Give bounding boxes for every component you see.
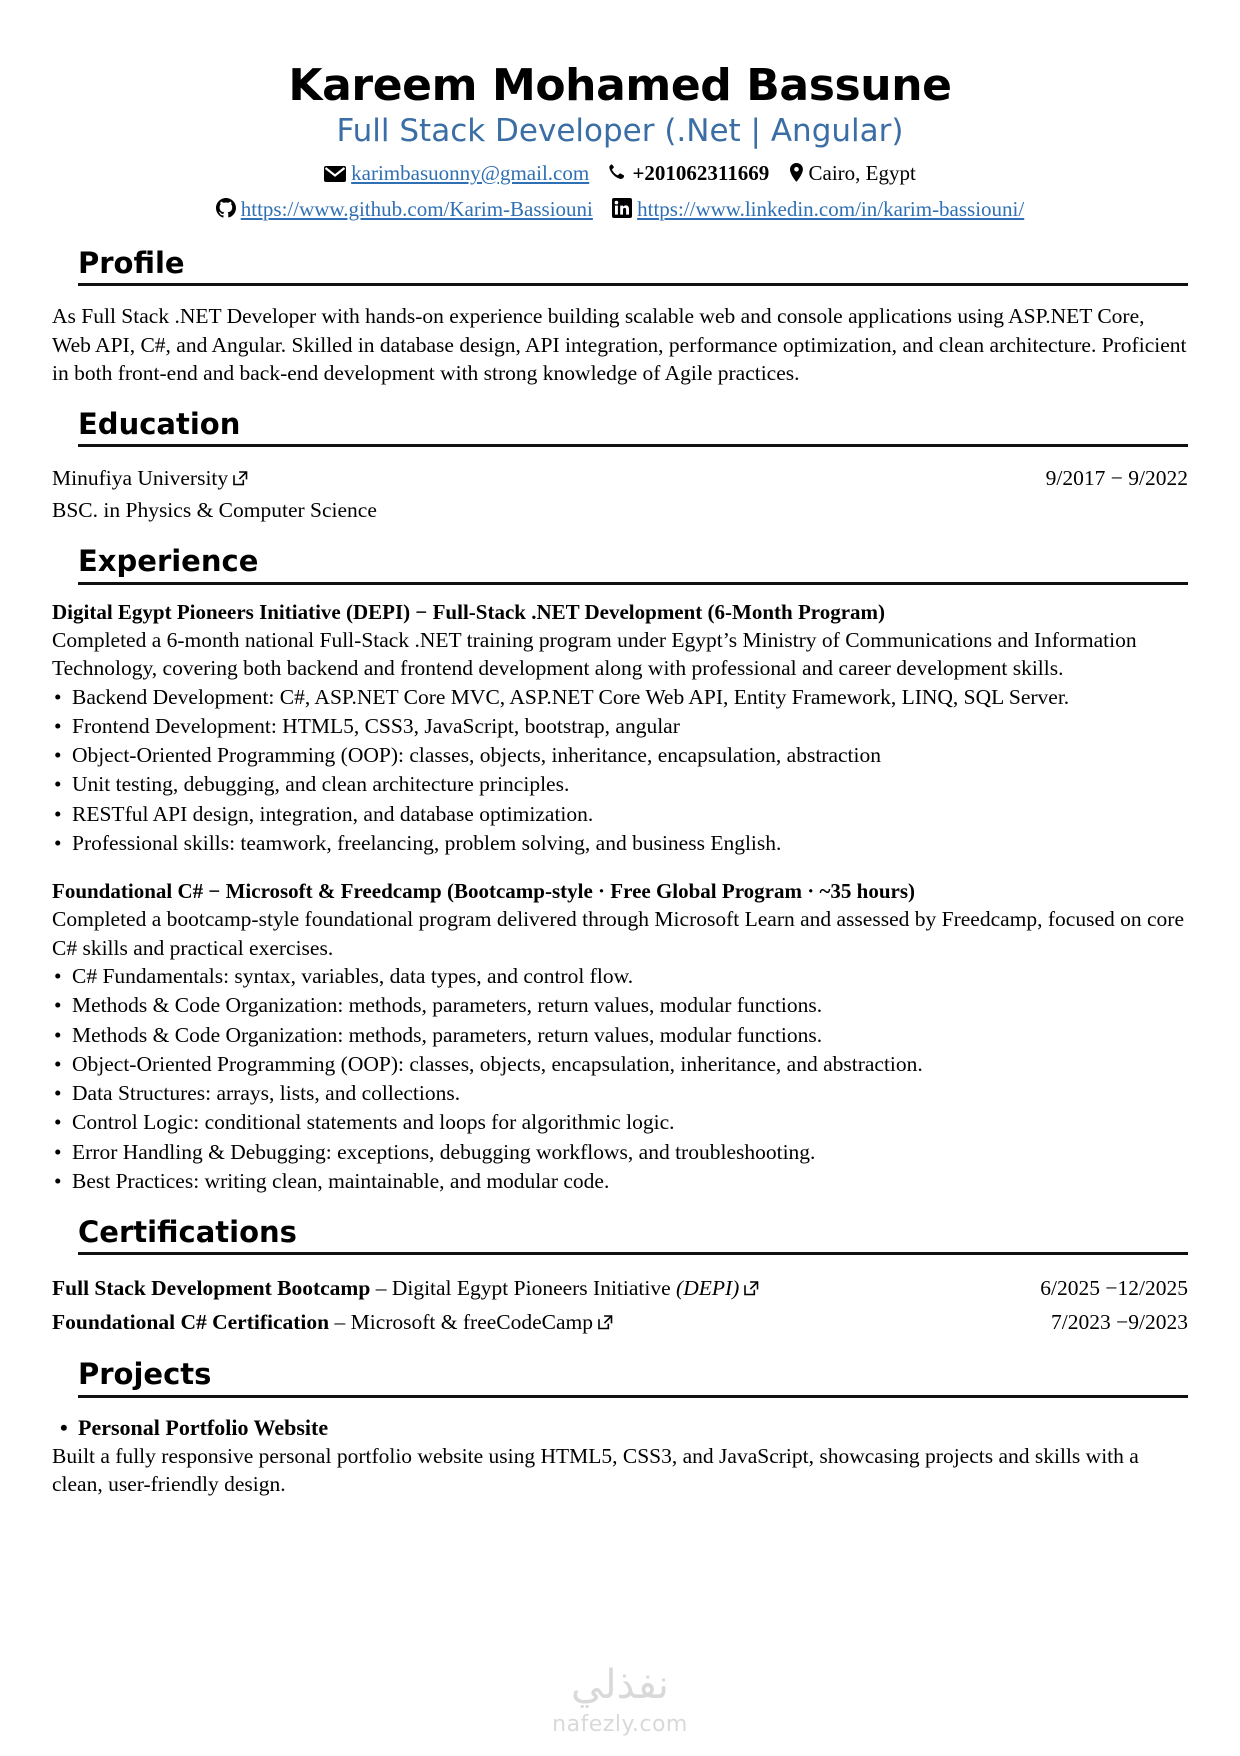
candidate-name: Kareem Mohamed Bassune	[288, 60, 952, 111]
external-link-icon[interactable]	[233, 464, 248, 495]
section-rule-education	[78, 444, 1188, 447]
watermark	[0, 1662, 1240, 1737]
list-item: • Frontend Development: HTML5, CSS3, JavaScript, bootstrap, angular	[52, 712, 1188, 741]
external-link-icon[interactable]	[744, 1274, 759, 1305]
certification-row	[52, 1307, 1188, 1339]
list-item: • Unit testing, debugging, and clean architecture principles.	[52, 770, 1188, 799]
section-certifications	[52, 1214, 1188, 1338]
experience-entry-title: Digital Egypt Pioneers Initiative (DEPI) − Full-Stack .NET Development (6-Month Program)	[52, 599, 886, 624]
linkedin-link[interactable]: https://www.linkedin.com/in/karim-bassiouni/	[637, 196, 1025, 221]
contact-location	[789, 158, 916, 192]
experience-entry	[52, 878, 1188, 1196]
section-heading-projects: Projects	[78, 1357, 212, 1392]
list-item: • Object-Oriented Programming (OOP): classes, objects, inheritance, encapsulation, abstraction	[52, 741, 1188, 770]
entry-spacer	[52, 858, 1188, 864]
certification-row	[52, 1273, 1188, 1305]
list-item: • Backend Development: C#, ASP.NET Core MVC, ASP.NET Core Web API, Entity Framework, LINQ, SQL Server.	[52, 683, 1188, 712]
certification-info	[52, 1307, 613, 1339]
certification-info	[52, 1273, 759, 1305]
section-rule-profile	[78, 283, 1188, 286]
list-item: • C# Fundamentals: syntax, variables, data types, and control flow.	[52, 962, 1188, 991]
project-entry	[52, 1414, 1188, 1499]
list-item: • Object-Oriented Programming (OOP): classes, objects, encapsulation, inheritance, and abstraction.	[52, 1050, 1188, 1079]
list-item: • Control Logic: conditional statements and loops for algorithmic logic.	[52, 1108, 1188, 1137]
section-rule-experience	[78, 582, 1188, 585]
phone-number: +201062311669	[632, 160, 770, 185]
certification-date: 6/2025 −12/2025	[1040, 1276, 1188, 1301]
external-link-icon[interactable]	[598, 1308, 613, 1339]
section-heading-certifications: Certifications	[78, 1214, 297, 1249]
phone-icon	[608, 160, 627, 192]
section-profile	[52, 245, 1188, 388]
profile-text: As Full Stack .NET Developer with hands-on experience building scalable web and console applications using ASP.NET Core, Web API, C#, and Angular. Skilled in database design, API integration, performance optimization, and clean architecture. Proficient in both front-end and back-end development with strong knowledge of Agile practices.	[52, 304, 1187, 386]
education-entry-row	[52, 463, 1188, 495]
contact-row-primary	[52, 157, 1188, 191]
envelope-icon	[324, 160, 346, 192]
certification-issuer: Digital Egypt Pioneers Initiative	[391, 1276, 677, 1301]
github-link[interactable]: https://www.github.com/Karim-Bassiouni	[240, 196, 593, 221]
list-item: • Professional skills: teamwork, freelancing, problem solving, and business English.	[52, 829, 1188, 858]
certification-name: Full Stack Development Bootcamp	[52, 1276, 371, 1301]
list-item: • Methods & Code Organization: methods, parameters, return values, modular functions.	[52, 991, 1188, 1020]
location-text: Cairo, Egypt	[808, 160, 916, 185]
contact-phone	[608, 158, 769, 192]
experience-bullet-list	[52, 962, 1188, 1196]
section-heading-experience: Experience	[78, 544, 259, 579]
contact-row-social	[52, 193, 1188, 227]
resume-header	[52, 62, 1188, 227]
education-date: 9/2017 − 9/2022	[1045, 466, 1188, 491]
section-projects	[52, 1356, 1188, 1499]
project-title: • Personal Portfolio Website	[52, 1414, 1188, 1443]
list-item: • Data Structures: arrays, lists, and collections.	[52, 1079, 1188, 1108]
map-pin-icon	[789, 160, 804, 192]
section-rule-projects	[78, 1395, 1188, 1398]
project-description: Built a fully responsive personal portfolio website using HTML5, CSS3, and JavaScript, showcasing projects and skills with a clean, user-friendly design.	[52, 1444, 1139, 1497]
education-degree: BSC. in Physics & Computer Science	[52, 497, 377, 522]
experience-entry-description: Completed a bootcamp-style foundational program delivered through Microsoft Learn and assessed by Freedcamp, focused on core C# skills and practical exercises.	[52, 907, 1184, 960]
github-icon	[216, 196, 236, 228]
email-link[interactable]: karimbasuonny@gmail.com	[351, 160, 590, 185]
certification-issuer: Microsoft & freeCodeCamp	[350, 1309, 594, 1334]
certification-name: Foundational C# Certification	[52, 1309, 330, 1334]
candidate-title: Full Stack Developer (.Net | Angular)	[336, 112, 904, 149]
experience-entry	[52, 599, 1188, 858]
certification-date: 7/2023 −9/2023	[1051, 1309, 1188, 1334]
section-rule-certifications	[78, 1252, 1188, 1255]
list-item: • RESTful API design, integration, and database optimization.	[52, 800, 1188, 829]
list-item: • Error Handling & Debugging: exceptions, debugging workflows, and troubleshooting.	[52, 1138, 1188, 1167]
certification-issuer-abbrev: (DEPI)	[676, 1276, 740, 1301]
experience-entry-description: Completed a 6-month national Full-Stack .NET training program under Egypt’s Ministry of Communications and Information Technology, covering both backend and frontend development along with professional and career development skills.	[52, 627, 1137, 681]
education-institution-wrap	[52, 463, 248, 495]
experience-entry-title: Foundational C# − Microsoft & Freedcamp (Bootcamp-style · Free Global Program · ~35 hours)	[52, 879, 915, 904]
education-entry	[52, 463, 1188, 525]
certification-separator: –	[329, 1309, 351, 1334]
contact-email[interactable]	[324, 158, 589, 192]
experience-bullet-list	[52, 683, 1188, 858]
watermark-latin: nafezly.com	[552, 1712, 688, 1737]
linkedin-icon	[612, 196, 632, 228]
contact-github[interactable]	[216, 194, 593, 228]
section-experience	[52, 543, 1188, 1196]
education-institution: Minufiya University	[52, 466, 229, 491]
list-item: • Best Practices: writing clean, maintainable, and modular code.	[52, 1167, 1188, 1196]
contact-linkedin[interactable]	[612, 194, 1024, 228]
watermark-arabic: نفذلي	[571, 1662, 669, 1708]
certification-separator: –	[370, 1276, 392, 1301]
section-heading-education: Education	[78, 407, 241, 442]
section-heading-profile: Profile	[78, 246, 185, 281]
list-item: • Methods & Code Organization: methods, parameters, return values, modular functions.	[52, 1021, 1188, 1050]
section-education	[52, 406, 1188, 525]
